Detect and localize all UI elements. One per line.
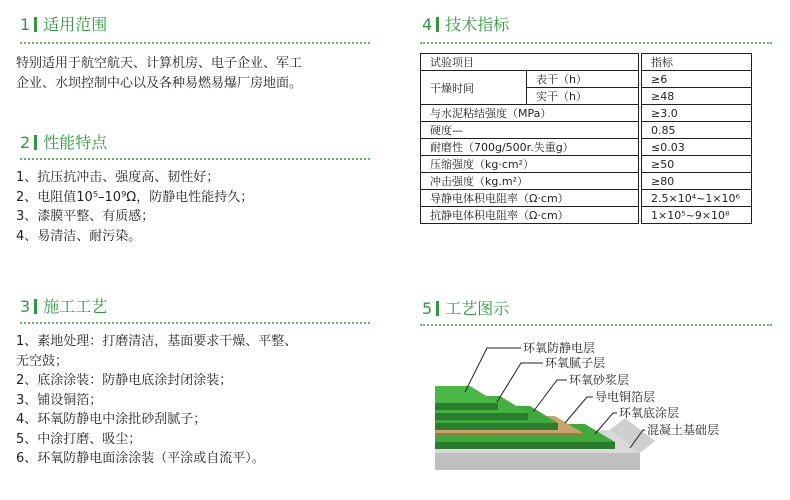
dotted-divider (420, 42, 772, 44)
table-row (421, 156, 752, 173)
layer-diagram (425, 330, 785, 485)
spec-table (420, 53, 752, 224)
leader-line (533, 380, 567, 412)
dotted-divider (20, 322, 370, 324)
list-item: 3、漆膜平整、有质感； (16, 209, 155, 224)
section-title-specs (422, 12, 509, 35)
list-item: 1、抗压抗冲击、强度高、韧性好； (16, 170, 220, 185)
scope-line: 企业、水坝控制中心以及各种易燃易爆厂房地面。 (16, 76, 303, 91)
row-value: ≥48 (642, 88, 752, 105)
row-value: ≥3.0 (642, 105, 752, 122)
leader-line (465, 348, 521, 392)
leader-line (497, 363, 543, 402)
layer-label: 环氧腻子层 (545, 356, 606, 370)
section-title-text: 施工工艺 (43, 297, 108, 316)
list-item: 无空鼓； (16, 353, 69, 369)
title-bar (34, 299, 37, 314)
section-title-text: 性能特点 (43, 133, 108, 152)
table-row (421, 105, 752, 122)
section-title-process (20, 294, 107, 317)
table-row (421, 139, 752, 156)
layer-label: 导电铜箔层 (595, 390, 656, 404)
layer-side-face (435, 433, 583, 436)
section-title-text: 工艺图示 (445, 299, 510, 318)
process-list (16, 332, 297, 469)
section-number: 3 (20, 297, 31, 316)
list-item: 2、底涂涂装：防静电底涂封闭涂装； (16, 373, 233, 388)
title-bar (34, 135, 37, 150)
layer-label: 环氧砂浆层 (569, 373, 630, 387)
section-title-features (20, 130, 107, 153)
dry-time-sub: 表干（h） (527, 71, 639, 88)
list-item: 1、素地处理：打磨清洁，基面要求干燥、平整、 (16, 334, 298, 349)
layer-label: 混凝土基础层 (647, 423, 720, 437)
list-item: 5、中涂打磨、吸尘； (16, 431, 142, 447)
layer-label: 环氧防静电层 (523, 341, 596, 355)
section-number: 1 (20, 15, 31, 34)
section-title-text: 技术指标 (445, 15, 510, 34)
row-value: 1×10⁵~9×10⁸ (642, 207, 752, 224)
scope-paragraph (16, 54, 302, 94)
dotted-divider (20, 158, 370, 160)
row-value: ≥80 (642, 173, 752, 190)
leader-line (565, 397, 593, 423)
row-value: ≤0.03 (642, 139, 752, 156)
row-item: 压缩强度（kg·cm²） (421, 156, 639, 173)
header-item: 试验项目 (421, 54, 639, 71)
layer-side-face (435, 423, 558, 430)
row-item: 硬度— (421, 122, 639, 139)
layer-side-face (435, 403, 498, 410)
layer-label: 环氧底涂层 (619, 406, 680, 420)
table-row (421, 207, 752, 224)
table-row (421, 173, 752, 190)
section-title-diagram (422, 296, 509, 319)
section-title-text: 适用范围 (43, 15, 108, 34)
list-item: 6、环氧防静电面涂涂装（平涂或自流平）。 (16, 451, 265, 466)
concrete-side (435, 453, 640, 470)
layer-side-face (435, 442, 615, 449)
header-value: 指标 (642, 54, 752, 71)
row-value: ≥6 (642, 71, 752, 88)
row-item: 冲击强度（kg.m²） (421, 173, 639, 190)
row-item: 耐磨性（700g/500r.失重g） (421, 139, 639, 156)
table-header-row (421, 54, 752, 71)
dry-time-sub: 实干（h） (527, 88, 639, 105)
section-number: 4 (422, 15, 433, 34)
row-item: 与水泥粘结强度（MPa） (421, 105, 639, 122)
scope-line: 特别适用于航空航天、计算机房、电子企业、军工 (16, 56, 303, 71)
dotted-divider (420, 324, 772, 326)
table-row (421, 190, 752, 207)
table-row (421, 122, 752, 139)
row-item: 抗静电体积电阻率（Ω·cm） (421, 207, 639, 224)
row-value: 2.5×10⁴~1×10⁶ (642, 190, 752, 207)
dotted-divider (20, 42, 370, 44)
title-bar (436, 17, 439, 32)
layer-side-face (435, 413, 528, 420)
section-title-scope (20, 12, 107, 35)
table-row (421, 71, 752, 88)
features-list (16, 168, 253, 246)
row-value: 0.85 (642, 122, 752, 139)
row-value: ≥50 (642, 156, 752, 173)
list-item: 2、电阻值10⁵–10⁹Ω，防静电性能持久； (16, 189, 254, 205)
row-item: 导静电体积电阻率（Ω·cm） (421, 190, 639, 207)
title-bar (436, 301, 439, 316)
list-item: 4、易清洁、耐污染。 (16, 228, 142, 244)
title-bar (34, 17, 37, 32)
dry-time-label: 干燥时间 (421, 71, 527, 105)
list-item: 3、铺设铜箔； (16, 392, 103, 408)
list-item: 4、环氧防静电中涂批砂刮腻子； (16, 412, 207, 427)
section-number: 2 (20, 133, 31, 152)
section-number: 5 (422, 299, 433, 318)
